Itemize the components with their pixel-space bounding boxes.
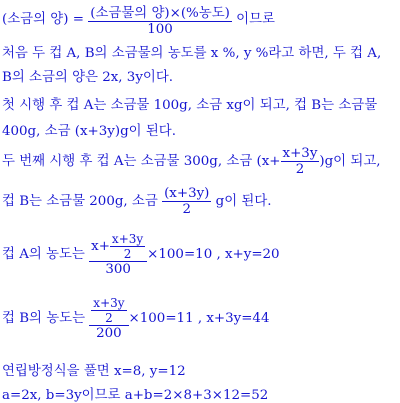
inner-numerator: x+3y [93,296,125,310]
lhs-text: (소금의 양) [2,12,69,27]
text-line-5: 400g, 소금 (x+3y)g이 된다. [2,124,176,139]
formula-fraction [88,2,232,37]
fraction-denominator: 200 [96,326,122,341]
inner-denominator: 2 [105,311,113,325]
text-line-11: a=2x, b=3y이므로 a+b=2×8+3×12=52 [2,388,269,403]
numerator-prefix: x+ [91,239,110,254]
equals-sign: = [72,12,84,27]
text-line-3: B의 소금의 양은 2x, 3y이다. [2,70,174,85]
fraction-denominator: 100 [147,22,173,37]
formula-line [2,2,275,37]
inner-fraction [91,296,126,325]
line7-post: g이 된다. [215,194,272,209]
line6-pre: 두 번째 시행 후 컵 A는 소금물 300g, 소금 (x+ [2,154,281,169]
line7-pre: 컵 B는 소금물 200g, 소금 [2,194,158,209]
line9-fraction [89,296,128,341]
fraction-denominator: 2 [295,162,305,177]
text-line-7 [2,186,272,217]
line8-pre: 컵 A의 농도는 [2,247,85,262]
line9-pre: 컵 B의 농도는 [2,311,86,326]
text-line-4: 첫 시행 후 컵 A는 소금물 100g, 소금 xg이 되고, 컵 B는 소금물 [2,98,378,113]
line8-fraction [89,232,147,277]
text-line-10: 연립방정식을 풀면 x=8, y=12 [2,364,186,379]
line9-post: ×100=11 , x+3y=44 [128,311,270,326]
fraction-denominator: 300 [105,262,131,277]
line8-post: ×100=10 , x+y=20 [147,247,280,262]
fraction-numerator: x+3y [282,146,318,161]
inner-numerator: x+3y [111,232,144,246]
text-line-2: 처음 두 컵 A, B의 소금물의 농도를 x %, y %라고 하면, 두 컵 A, [2,46,382,61]
tail-text: 이므로 [236,12,275,27]
line6-fraction [281,146,320,177]
text-line-9 [2,296,269,341]
fraction-numerator [89,296,128,326]
fraction-numerator [89,232,147,262]
text-line-8 [2,232,280,277]
fraction-numerator: (소금물의 양)×(%농도) [88,2,232,22]
fraction-denominator: 2 [182,202,191,217]
text-line-6 [2,146,381,177]
line7-fraction [162,186,211,217]
line6-post: )g이 되고, [319,154,381,169]
fraction-numerator: (x+3y) [164,186,210,201]
inner-denominator: 2 [123,247,132,261]
inner-fraction [110,232,145,261]
